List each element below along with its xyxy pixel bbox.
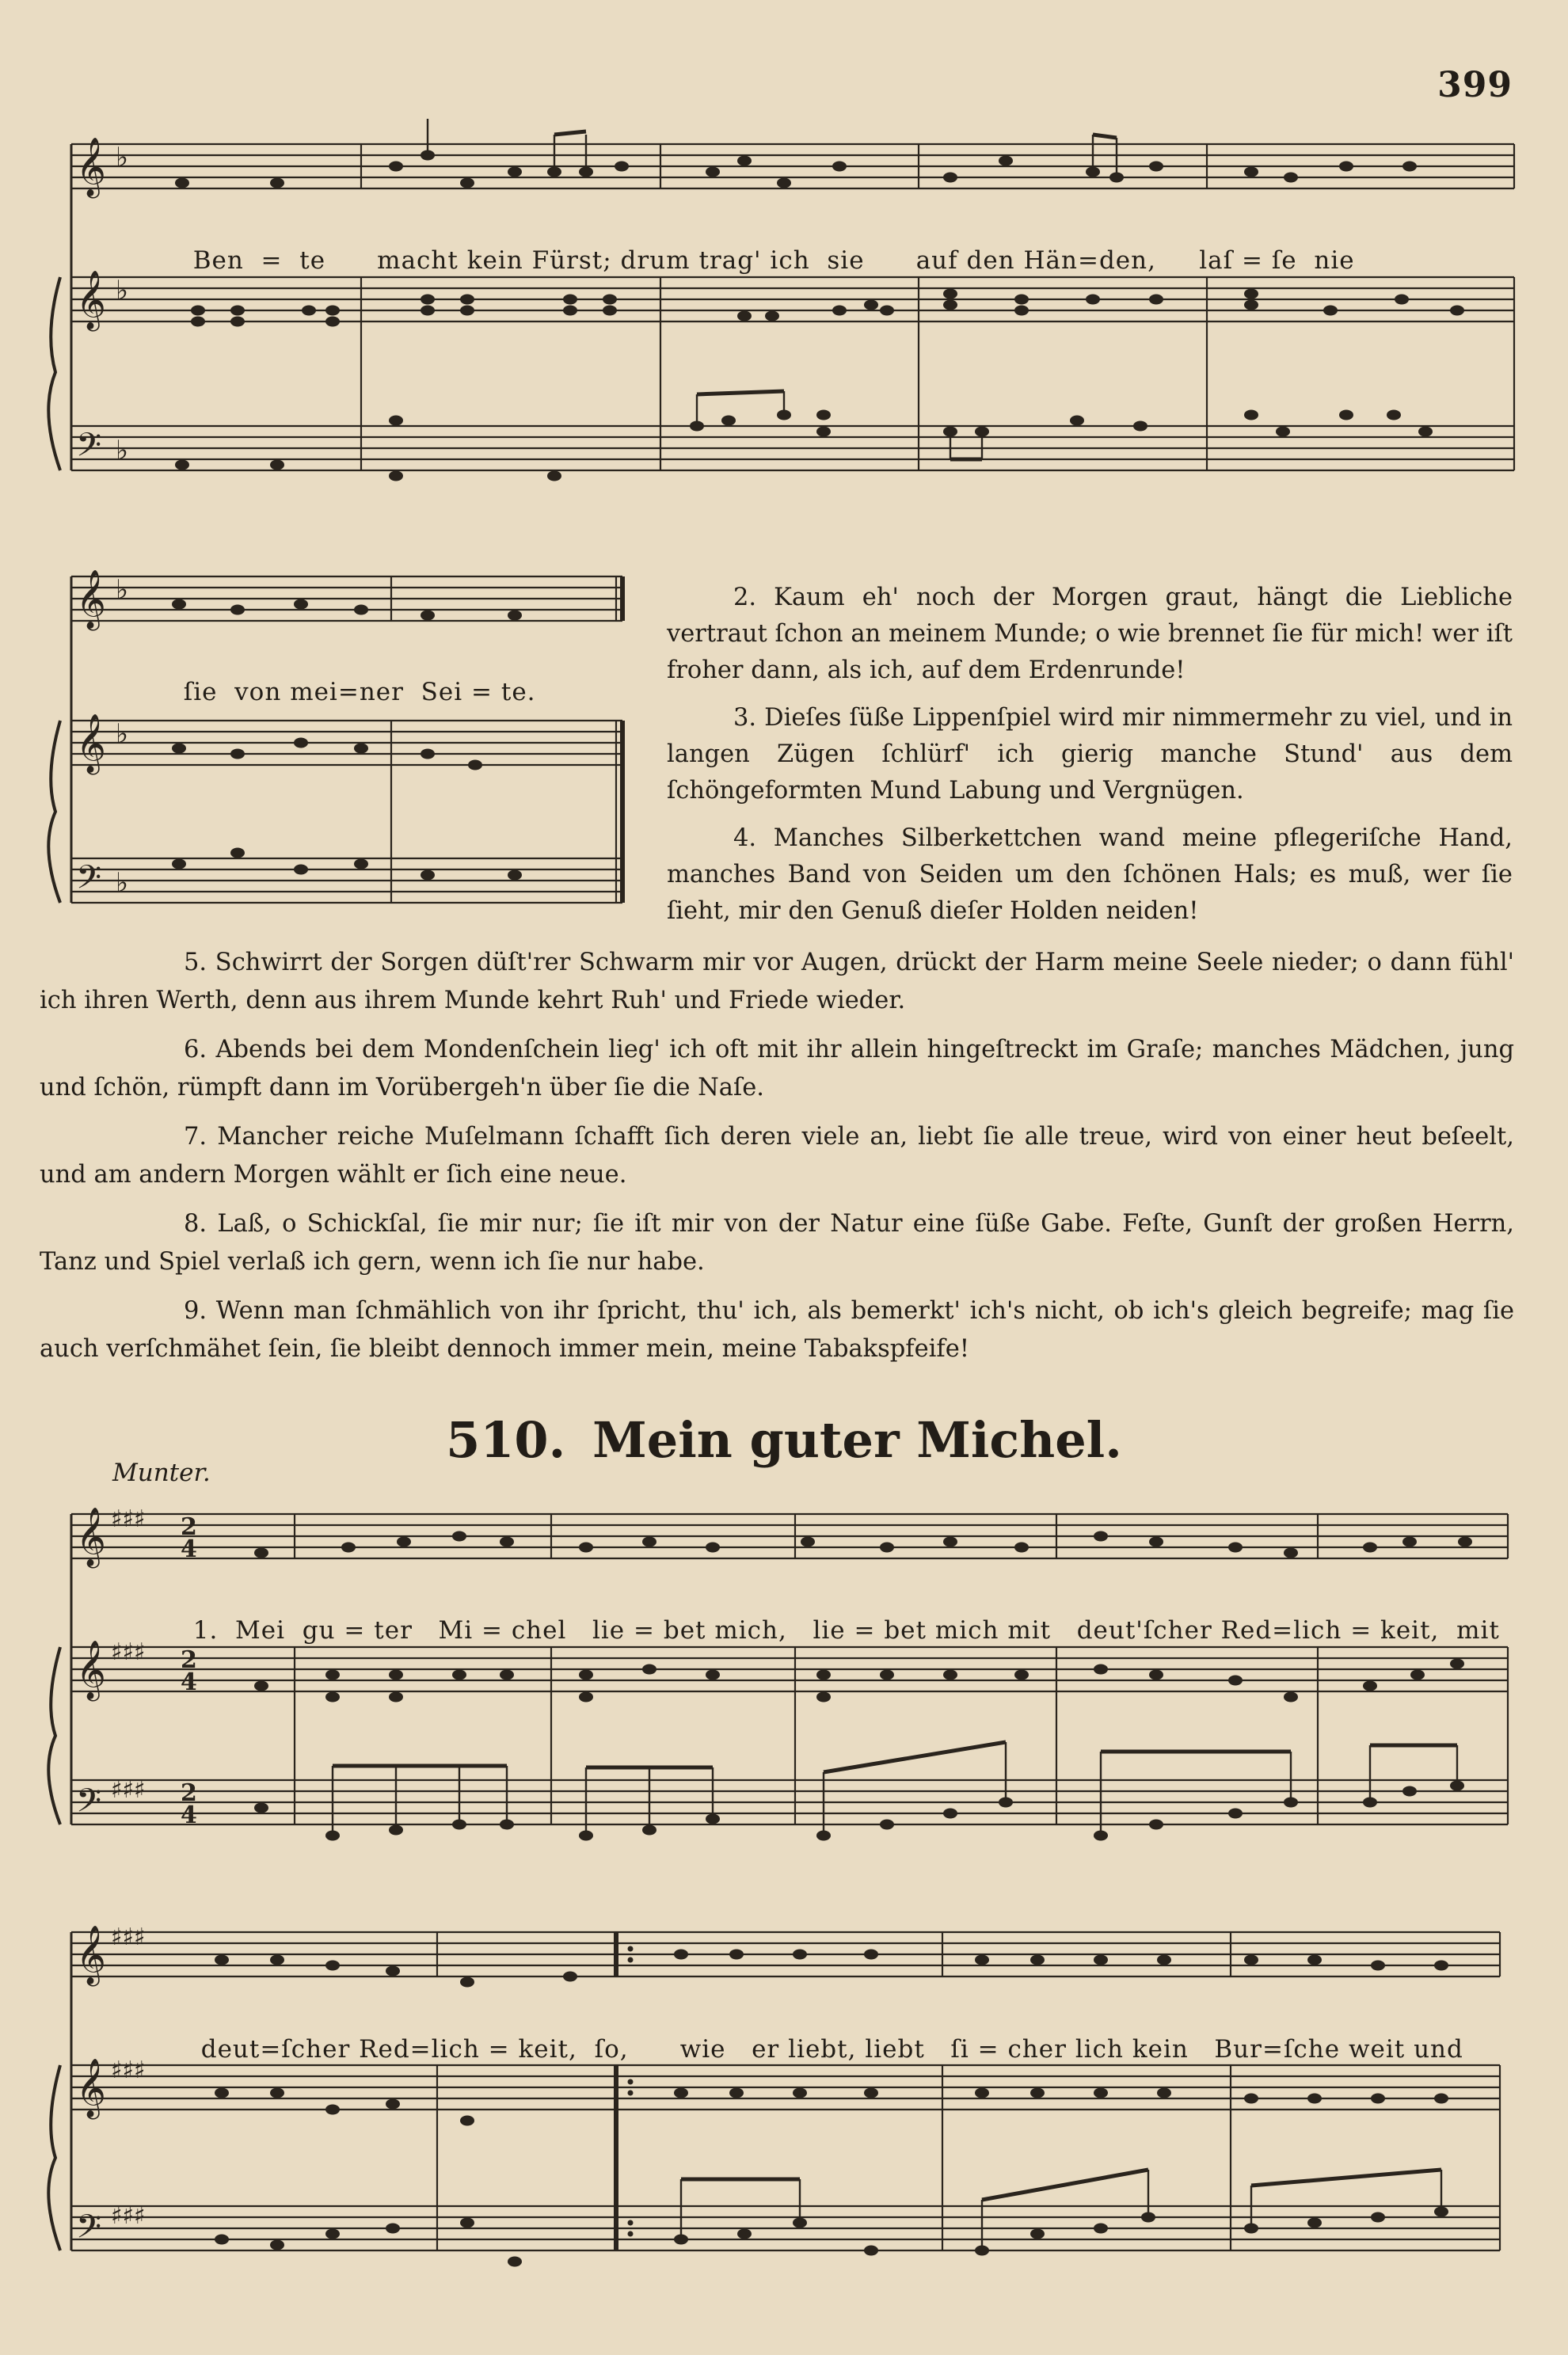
svg-text:2: 2 [181,1779,197,1807]
svg-text:4: 4 [181,1535,197,1563]
song-number: 510. [446,1411,566,1469]
treble-clef-icon: 𝄞 [76,2059,106,2117]
verse-8: 8. Laß, o Schickſal, ſie mir nur; ſie iſt mir von der Natur eine ſüße Gabe. Feſte, Gunſt der großen Herrn, Tanz und Spiel verlaß ich gern, wenn ich ſie nur habe. [40,1210,1514,1276]
svg-text:4: 4 [181,1668,197,1696]
bass-clef-icon: 𝄢 [76,2208,102,2254]
treble-clef-icon: 𝄞 [76,570,106,629]
system-3-lyrics: 1. Mei gu = ter Mi = chel lie = bet mich, lie = bet mich mit deut'ſcher Red=lich = keit, mit [192,1616,1500,1645]
system-1-lyrics: Ben = te macht kein Fürst; drum trag' ich sie auf den Hän=den, laſ = ſe nie [192,246,1355,275]
verse-2: 2. Kaum eh' noch der Morgen graut, hängt die Liebliche vertraut ſchon an meinem Munde; o wie brennet ſie für mich! wer iſt froher dann, als ich, auf dem Erdenrunde! [667,584,1513,684]
svg-text:2: 2 [181,1646,197,1674]
piano-right-hand-notes [215,2088,1448,2126]
svg-text:2: 2 [181,1513,197,1541]
treble-clef-icon: 𝄞 [76,271,106,329]
sharp-icon: ♯♯♯ [111,2202,146,2230]
verse-4: 4. Manches Silberkettchen wand meine pflegeriſche Hand, manches Band von Seiden um den ſchönen Hals; es muß, wer ſie ſieht, mir den Genuß dieſer Holden neiden! [667,824,1513,925]
sharp-icon: ♯♯♯ [111,1923,146,1951]
treble-clef-icon: 𝄞 [76,1508,106,1566]
sharp-icon: ♯♯♯ [111,1505,146,1533]
flat-icon: ♭ [116,574,129,606]
svg-text:4: 4 [181,1801,197,1829]
bass-clef-icon: 𝄢 [76,858,102,904]
flat-icon: ♭ [116,142,129,173]
flat-icon: ♭ [116,435,129,466]
verse-5: 5. Schwirrt der Sorgen düſt'rer Schwarm mir vor Augen, drückt der Harm meine Seele nieder; o dann fühl' ich ihren Werth, denn aus ihrem Munde kehrt Ruh' und Friede wieder. [40,949,1514,1014]
system-4-lyrics: deut=ſcher Red=lich = keit, ſo, wie er liebt, liebt ſi = cher lich kein Bur=ſche weit und [200,2035,1463,2064]
tempo-marking: Munter. [112,1459,211,1487]
verse-3: 3. Dieſes ſüße Lippenſpiel wird mir nimmermehr zu viel, und in langen Zügen ſchlürf' ich gierig manche Stund' aus dem ſchöngeformten Mund Labung und Vergnügen. [667,704,1513,805]
sharp-icon: ♯♯♯ [111,2056,146,2084]
flat-icon: ♭ [116,718,129,750]
treble-clef-icon: 𝄞 [76,138,106,196]
song-title: Mein guter Michel. [592,1411,1122,1469]
piano-left-hand-notes [215,2207,1448,2267]
verse-7: 7. Mancher reiche Muſelmann ſchafft ſich deren viele an, liebt ſie alle treue, wird von einer heut beſeelt, und am andern Morgen wählt er ſich eine neue. [40,1123,1514,1189]
verse-9: 9. Wenn man ſchmählich von ihr ſpricht, thu' ich, als bemerkt' ich's nicht, ob ich's gleich begreife; mag ſie auch verſchmähet ſein, ſie bleibt dennoch immer mein, meine Tabakspfeife! [40,1297,1514,1363]
treble-clef-icon: 𝄞 [76,714,106,773]
bass-clef-icon: 𝄢 [76,1782,102,1828]
page-number: 399 [1437,65,1513,105]
flat-icon: ♭ [116,275,129,306]
flat-icon: ♭ [116,867,129,899]
system-2-lyrics: ſie von mei=ner Sei = te. [183,678,536,706]
sharp-icon: ♯♯♯ [111,1638,146,1666]
verse-6: 6. Abends bei dem Mondenſchein lieg' ich oft mit ihr allein hingeſtreckt im Graſe; manches Mädchen, jung und ſchön, rümpft dann im Vorübergeh'n über ſie die Naſe. [40,1036,1514,1101]
treble-clef-icon: 𝄞 [76,1641,106,1699]
sharp-icon: ♯♯♯ [111,1776,146,1804]
bass-clef-icon: 𝄢 [76,426,102,472]
treble-clef-icon: 𝄞 [76,1926,106,1984]
staff-lines [71,1932,1500,2250]
